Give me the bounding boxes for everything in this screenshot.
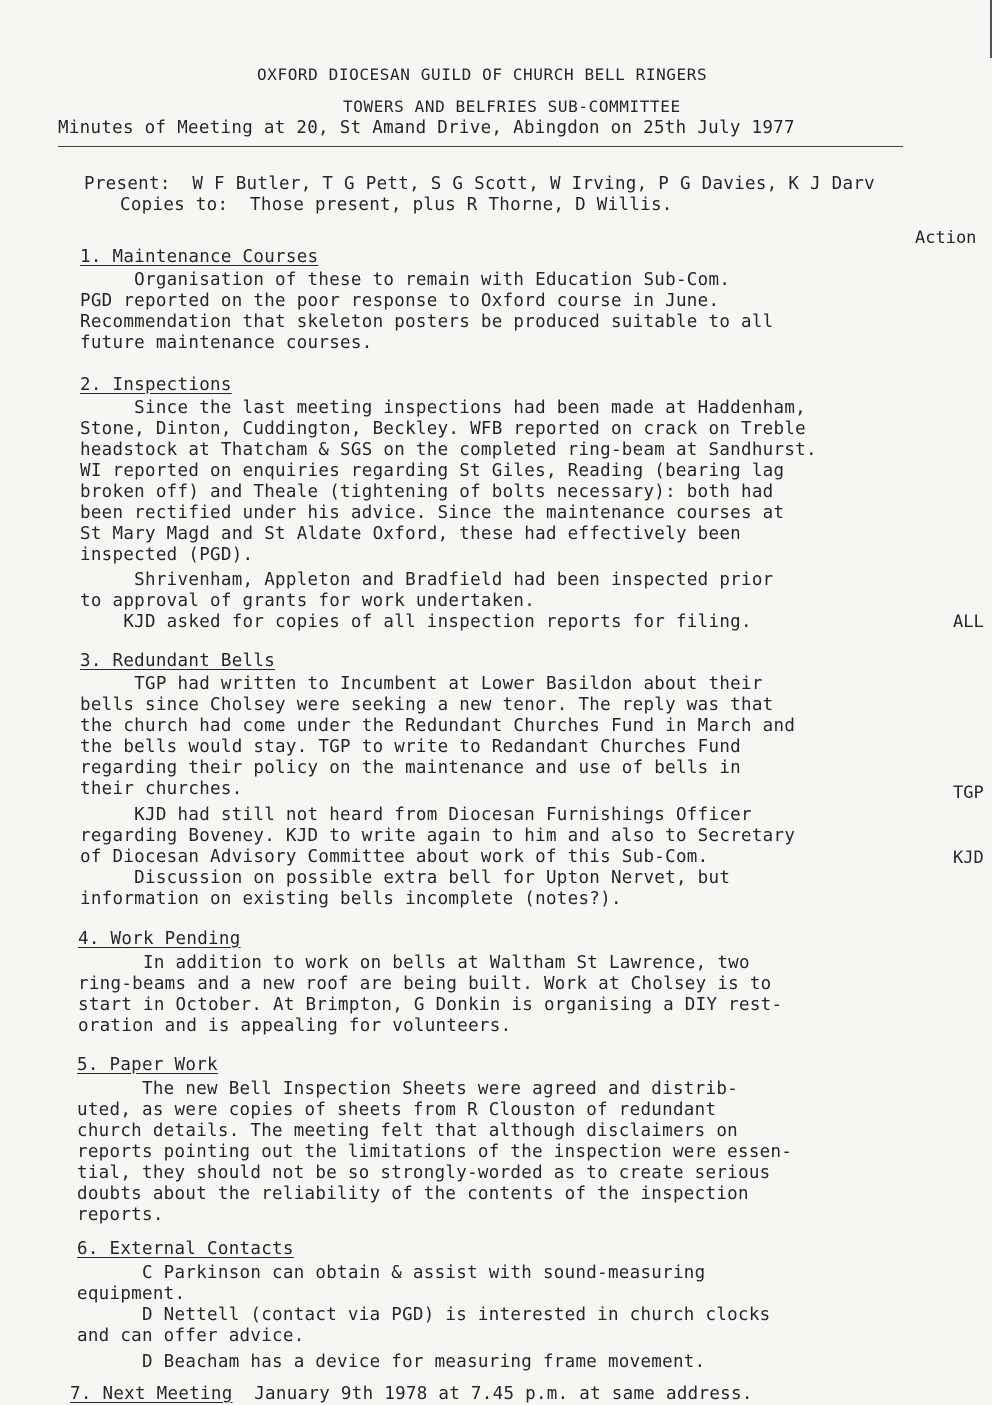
section-line: bells since Cholsey were seeking a new tenor. The reply was that	[80, 695, 774, 715]
section-line: uted, as were copies of sheets from R Clouston of redundant	[77, 1100, 717, 1120]
section-line: Recommendation that skeleton posters be produced suitable to all	[80, 312, 774, 332]
copies-line: Copies to: Those present, plus R Thorne, D Willis.	[120, 195, 673, 215]
section-line: PGD reported on the poor response to Oxford course in June.	[80, 291, 720, 311]
section-line: Discussion on possible extra bell for Upton Nervet, but	[80, 868, 731, 888]
section-line: doubts about the reliability of the contents of the inspection	[77, 1184, 749, 1204]
next-meeting-heading: 7. Next Meeting	[70, 1384, 233, 1404]
section-heading: 1. Maintenance Courses	[80, 247, 319, 267]
section-line: oration and is appealing for volunteers.	[78, 1016, 512, 1036]
section-line: of Diocesan Advisory Committee about work of this Sub-Com.	[80, 847, 709, 867]
section-line: their churches.	[80, 779, 243, 799]
section-line: regarding Boveney. KJD to write again to him and also to Secretary	[80, 826, 796, 846]
section-line: ring-beams and a new roof are being built. Work at Cholsey is to	[78, 974, 772, 994]
section-line: St Mary Magd and St Aldate Oxford, these had effectively been	[80, 524, 741, 544]
section-line: Organisation of these to remain with Education Sub-Com.	[80, 270, 731, 290]
action-column-header: Action	[915, 228, 977, 248]
section-line: to approval of grants for work undertaken.	[80, 591, 536, 611]
section-line: D Nettell (contact via PGD) is interested in church clocks	[77, 1305, 771, 1325]
header-rule	[58, 146, 903, 147]
section-line: KJD asked for copies of all inspection reports for filing.	[80, 612, 752, 632]
section-line: inspected (PGD).	[80, 545, 254, 565]
section-line: D Beacham has a device for measuring frame movement.	[77, 1352, 706, 1372]
section-line: information on existing bells incomplete (notes?).	[80, 889, 622, 909]
section-line: Stone, Dinton, Cuddington, Beckley. WFB reported on crack on Treble	[80, 419, 807, 439]
section-line: In addition to work on bells at Waltham St Lawrence, two	[78, 953, 750, 973]
section-line: the church had come under the Redundant Churches Fund in March and	[80, 716, 796, 736]
section-line: headstock at Thatcham & SGS on the completed ring-beam at Sandhurst.	[80, 440, 817, 460]
section-heading: 2. Inspections	[80, 375, 232, 395]
section-line: reports.	[77, 1205, 164, 1225]
section-heading: 6. External Contacts	[77, 1239, 294, 1259]
section-line: equipment.	[77, 1284, 186, 1304]
section-line: the bells would stay. TGP to write to Redandant Churches Fund	[80, 737, 741, 757]
section-line: start in October. At Brimpton, G Donkin is organising a DIY rest-	[78, 995, 783, 1015]
section-line: C Parkinson can obtain & assist with sound-measuring	[77, 1263, 706, 1283]
section-line: been rectified under his advice. Since the maintenance courses at	[80, 503, 785, 523]
action-kjd: KJD	[953, 848, 984, 868]
action-tgp: TGP	[953, 783, 984, 803]
section-line: regarding their policy on the maintenance and use of bells in	[80, 758, 741, 778]
next-meeting-details: January 9th 1978 at 7.45 p.m. at same address.	[232, 1384, 753, 1404]
subcommittee-title: TOWERS AND BELFRIES SUB-COMMITTEE	[343, 97, 681, 116]
present-line: Present: W F Butler, T G Pett, S G Scott, W Irving, P G Davies, K J Darv	[84, 174, 876, 194]
next-meeting-line	[70, 1384, 753, 1405]
section-line: Shrivenham, Appleton and Bradfield had been inspected prior	[80, 570, 774, 590]
meeting-title: Minutes of Meeting at 20, St Amand Drive, Abingdon on 25th July 1977	[58, 118, 795, 138]
section-heading: 5. Paper Work	[77, 1055, 218, 1075]
section-line: and can offer advice.	[77, 1326, 305, 1346]
section-line: The new Bell Inspection Sheets were agreed and distrib-	[77, 1079, 738, 1099]
section-line: church details. The meeting felt that although disclaimers on	[77, 1121, 738, 1141]
section-line: WI reported on enquiries regarding St Giles, Reading (bearing lag	[80, 461, 785, 481]
section-line: tial, they should not be so strongly-worded as to create serious	[77, 1163, 771, 1183]
section-line: TGP had written to Incumbent at Lower Basildon about their	[80, 674, 763, 694]
section-line: future maintenance courses.	[80, 333, 373, 353]
guild-title: OXFORD DIOCESAN GUILD OF CHURCH BELL RINGERS	[257, 65, 708, 84]
section-line: Since the last meeting inspections had been made at Haddenham,	[80, 398, 807, 418]
section-heading: 3. Redundant Bells	[80, 651, 276, 671]
section-line: broken off) and Theale (tightening of bolts necessary): both had	[80, 482, 774, 502]
section-line: KJD had still not heard from Diocesan Furnishings Officer	[80, 805, 752, 825]
section-line: reports pointing out the limitations of the inspection were essen-	[77, 1142, 793, 1162]
section-heading: 4. Work Pending	[78, 929, 241, 949]
action-all: ALL	[953, 612, 984, 632]
